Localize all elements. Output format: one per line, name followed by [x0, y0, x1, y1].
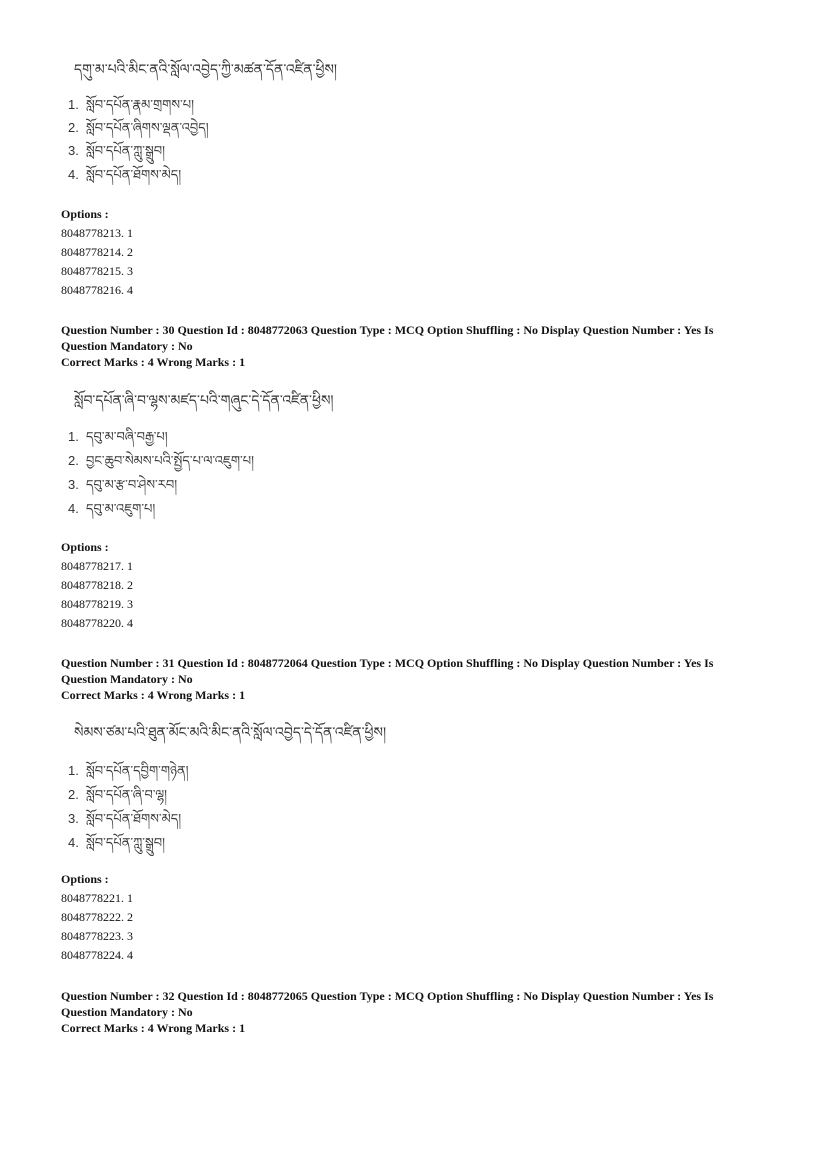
q29-options-list: [61, 205, 133, 300]
options-label: Options :: [61, 207, 109, 221]
question-meta: Question Number : 31 Question Id : 8048772064 Question Type : MCQ Option Shuffling : No Display Question Number : Yes Is: [61, 656, 714, 670]
q30-option-3: 3. དབུ་མ་རྩ་བ་ཤེས་རབ།: [68, 477, 178, 493]
q30-header: [61, 322, 751, 370]
question-mandatory: Question Mandatory : No: [61, 672, 193, 686]
question-marks: Correct Marks : 4 Wrong Marks : 1: [61, 355, 246, 369]
option-id: 8048778217. 1: [61, 559, 133, 573]
q30-option-4: 4. དབུ་མ་འཇུག་པ།: [68, 501, 156, 517]
option-id: 8048778220. 4: [61, 616, 133, 630]
option-id: 8048778222. 2: [61, 910, 133, 924]
q30-options-list: [61, 538, 133, 633]
q31-option-1: 1. སློབ་དཔོན་དབྱིག་གཉེན།: [68, 763, 189, 779]
question-meta: Question Number : 30 Question Id : 8048772063 Question Type : MCQ Option Shuffling : No Display Question Number : Yes Is: [61, 323, 714, 337]
question-meta: Question Number : 32 Question Id : 8048772065 Question Type : MCQ Option Shuffling : No Display Question Number : Yes Is: [61, 989, 714, 1003]
q29-option-4: 4. སློབ་དཔོན་ཐོགས་མེད།: [68, 167, 182, 183]
q31-options-list: [61, 870, 133, 965]
q30-option-2: 2. བྱང་ཆུབ་སེམས་པའི་སྤྱོད་པ་ལ་འཇུག་པ།: [68, 453, 254, 469]
option-id: 8048778221. 1: [61, 891, 133, 905]
option-id: 8048778215. 3: [61, 264, 133, 278]
q31-option-4: 4. སློབ་དཔོན་ཀླུ་སྒྲུབ།: [68, 835, 165, 851]
options-label: Options :: [61, 872, 109, 886]
q31-option-3: 3. སློབ་དཔོན་ཐོགས་མེད།: [68, 811, 182, 827]
q29-option-1: 1. སློབ་དཔོན་རྣམ་གྲགས་པ།: [68, 97, 195, 113]
q29-option-2: 2. སློབ་དཔོན་ཞིགས་ལྡན་འབྱེད།: [68, 120, 209, 136]
option-id: 8048778216. 4: [61, 283, 133, 297]
option-id: 8048778218. 2: [61, 578, 133, 592]
q31-header: [61, 655, 751, 703]
q32-header: [61, 988, 751, 1036]
question-mandatory: Question Mandatory : No: [61, 1005, 193, 1019]
q30-option-1: 1. དབུ་མ་བཞི་བརྒྱ་པ།: [68, 429, 168, 445]
question-mandatory: Question Mandatory : No: [61, 339, 193, 353]
question-marks: Correct Marks : 4 Wrong Marks : 1: [61, 1021, 246, 1035]
q31-option-2: 2. སློབ་དཔོན་ཞི་བ་ལྷ།: [68, 787, 168, 803]
option-id: 8048778219. 3: [61, 597, 133, 611]
q29-option-3: 3. སློབ་དཔོན་ཀླུ་སྒྲུབ།: [68, 143, 165, 159]
options-label: Options :: [61, 540, 109, 554]
option-id: 8048778214. 2: [61, 245, 133, 259]
option-id: 8048778213. 1: [61, 226, 133, 240]
q31-question-text: སེམས་ཙམ་པའི་ཐུན་མོང་མའི་མིང་ནའི་སློལ་འབྱེད་དེ་དོན་འཛིན་ཕྱིས།: [74, 725, 387, 741]
question-marks: Correct Marks : 4 Wrong Marks : 1: [61, 688, 246, 702]
q29-question-text: དགུ་མ་པའི་མིང་ནའི་སློལ་འབྱེད་ཀྱི་མཚན་དོན་འཛིན་ཕྱིས།: [74, 62, 338, 78]
option-id: 8048778223. 3: [61, 929, 133, 943]
option-id: 8048778224. 4: [61, 948, 133, 962]
q30-question-text: སློབ་དཔོན་ཞི་བ་ལྷས་མཛད་པའི་གཞུང་དེ་དོན་འཛིན་ཕྱིས།: [74, 393, 334, 409]
